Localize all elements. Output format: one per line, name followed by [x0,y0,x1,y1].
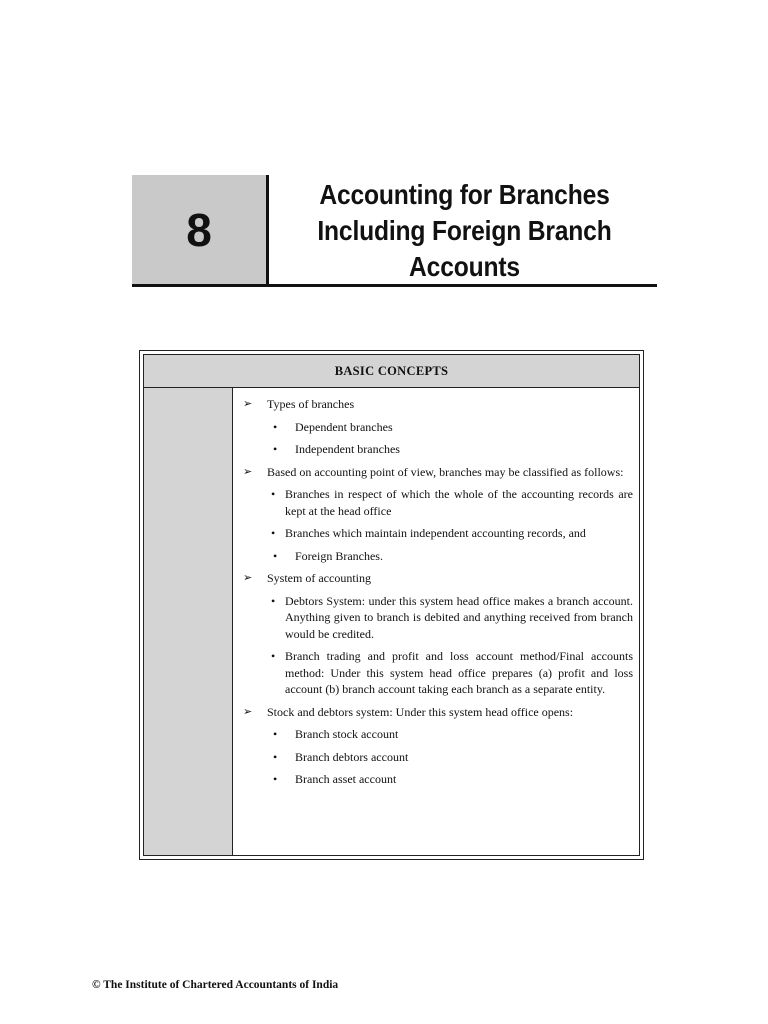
dot-bullet-icon: • [273,749,278,764]
concept-text: Branches in respect of which the whole of the accounting records are kept at the head office [285,487,633,518]
basic-concepts-inner [143,354,640,856]
dot-bullet-icon: • [273,772,278,786]
header-divider [266,175,269,284]
arrow-bullet-icon: ➢ [243,465,253,478]
concept-text: Branch debtors account [295,749,409,764]
concept-text: Branch trading and profit and loss account method/Final accounts method: Under this system head office prepares (a) profit and loss account (b) branch account taking each branch as a separate entity. [285,649,633,696]
chapter-number: 8 [132,175,266,284]
dot-bullet-icon: • [273,727,278,741]
concept-text: Based on accounting point of view, branches may be classified as follows: [267,464,624,479]
concept-text: Dependent branches [295,419,393,434]
concept-text: System of accounting [267,571,371,585]
dot-bullet-icon: • [273,548,278,563]
chapter-header [132,175,657,287]
copyright-footer: © The Institute of Chartered Accountants of India [92,979,339,991]
chapter-title-line: Accounting for Branches [319,179,610,210]
concept-subitem [239,486,633,519]
concept-subitem [239,441,633,458]
concept-text: Branch asset account [295,772,397,786]
concept-text: Branches which maintain independent accounting records, and [285,526,586,540]
concept-subitem [239,749,633,766]
chapter-title [295,177,634,285]
basic-concepts-heading: BASIC CONCEPTS [144,355,639,388]
arrow-bullet-icon: ➢ [243,572,253,584]
basic-concepts-box [139,350,644,860]
concept-subitem [239,525,633,542]
concept-subitem [239,726,633,743]
dot-bullet-icon: • [273,419,278,434]
dot-bullet-icon: • [271,593,276,608]
basic-concepts-body [144,388,639,855]
concept-text: Debtors System: under this system head office makes a branch account. Anything given to branch is debited and anything received from branch would be credited. [285,593,633,641]
dot-bullet-icon: • [271,487,276,501]
concept-subitem [239,419,633,436]
arrow-bullet-icon: ➢ [243,398,253,410]
concept-item [239,464,633,481]
concept-text: Stock and debtors system: Under this system head office opens: [267,704,574,719]
concept-subitem [239,548,633,565]
concept-text: Types of branches [267,397,355,411]
concept-text: Independent branches [295,442,400,456]
concept-item [239,396,633,413]
concept-text: Branch stock account [295,727,399,741]
dot-bullet-icon: • [271,526,276,540]
header-rule [132,284,657,287]
chapter-title-line: Accounts [409,251,520,282]
side-column [144,388,233,855]
concept-item [239,570,633,587]
concept-list [233,388,639,855]
concept-subitem [239,648,633,698]
concept-item [239,704,633,721]
chapter-title-line: Including Foreign Branch [317,215,612,246]
dot-bullet-icon: • [271,649,276,663]
dot-bullet-icon: • [273,442,278,456]
concept-text: Foreign Branches. [295,548,383,563]
concept-subitem [239,771,633,788]
concept-subitem [239,593,633,643]
arrow-bullet-icon: ➢ [243,705,253,718]
